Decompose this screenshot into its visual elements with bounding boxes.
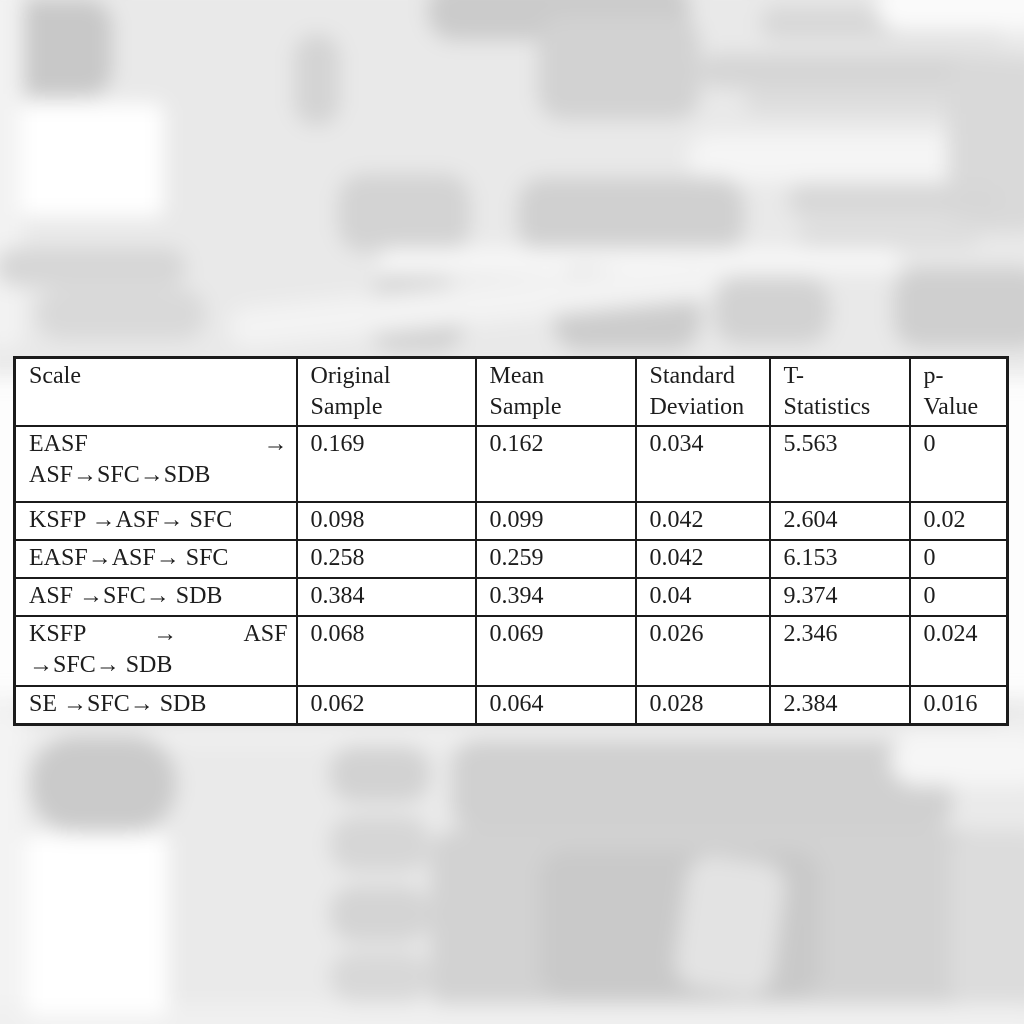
standard-deviation-cell: 0.04 (636, 578, 770, 616)
blur-blob (330, 746, 430, 802)
blur-blob (671, 852, 789, 999)
standard-deviation-cell: 0.042 (636, 540, 770, 578)
column-header-standard-deviation (636, 358, 770, 427)
blur-blob (714, 278, 830, 344)
mean-sample-cell: 0.099 (476, 502, 636, 540)
blur-blob (950, 830, 1024, 1010)
blur-blob (876, 0, 1024, 32)
table-row (15, 540, 1008, 578)
blur-blob (330, 886, 430, 942)
blur-blob (538, 16, 700, 120)
table-row (15, 578, 1008, 616)
mean-sample-cell: 0.394 (476, 578, 636, 616)
scale-line: →SFC→ SDB (29, 652, 173, 678)
table-row (15, 426, 1008, 502)
t-statistics-cell: 5.563 (770, 426, 910, 502)
scale-cell (15, 426, 297, 502)
p-value-cell: 0 (910, 540, 1008, 578)
scale-cell (15, 502, 297, 540)
original-sample-cell: 0.098 (297, 502, 476, 540)
t-statistics-cell: 9.374 (770, 578, 910, 616)
mean-sample-cell: 0.162 (476, 426, 636, 502)
scale-line: ASF→SFC→SDB (29, 462, 211, 488)
blur-blob (894, 268, 1024, 348)
standard-deviation-cell: 0.042 (636, 502, 770, 540)
header-line: Standard (649, 363, 735, 389)
scale-line: EASF → (29, 431, 288, 457)
table-row (15, 616, 1008, 686)
standard-deviation-cell: 0.028 (636, 686, 770, 725)
p-value-cell: 0.02 (910, 502, 1008, 540)
results-table-wrap (13, 356, 1006, 726)
column-header-t-statistics (770, 358, 910, 427)
header-line: Mean (489, 363, 545, 389)
standard-deviation-cell: 0.034 (636, 426, 770, 502)
scale-line: KSFP →ASF→ SFC (29, 507, 233, 533)
blur-blob (338, 174, 470, 252)
scale-line: EASF→ASF→ SFC (29, 545, 229, 571)
mean-sample-cell: 0.069 (476, 616, 636, 686)
blur-blob (518, 178, 744, 252)
column-header-original-sample (297, 358, 476, 427)
blur-blob (0, 702, 24, 1024)
blurred-text-region-bottom (0, 698, 1024, 1024)
header-line: Sample (489, 394, 562, 420)
original-sample-cell: 0.169 (297, 426, 476, 502)
header-line: p- (923, 363, 944, 389)
p-value-cell: 0.024 (910, 616, 1008, 686)
original-sample-cell: 0.384 (297, 578, 476, 616)
header-line: Sample (310, 394, 383, 420)
p-value-cell: 0 (910, 578, 1008, 616)
p-value-cell: 0 (910, 426, 1008, 502)
blur-blob (890, 734, 1024, 786)
blur-blob (330, 816, 430, 872)
scale-cell (15, 686, 297, 725)
header-line: Statistics (783, 394, 871, 420)
mean-sample-cell: 0.259 (476, 540, 636, 578)
t-statistics-cell: 2.604 (770, 502, 910, 540)
white-block (20, 103, 164, 217)
original-sample-cell: 0.062 (297, 686, 476, 725)
blur-blob (452, 740, 952, 832)
table-row (15, 686, 1008, 725)
scale-cell (15, 540, 297, 578)
blur-blob (36, 288, 206, 340)
blur-blob (294, 34, 340, 126)
column-header-p-value (910, 358, 1008, 427)
header-row (15, 358, 1008, 427)
results-table (13, 356, 1009, 726)
blur-blob (788, 184, 1000, 216)
header-line: Deviation (649, 394, 745, 420)
t-statistics-cell: 2.384 (770, 686, 910, 725)
blur-blob (798, 220, 980, 248)
t-statistics-cell: 6.153 (770, 540, 910, 578)
column-header-mean-sample (476, 358, 636, 427)
original-sample-cell: 0.068 (297, 616, 476, 686)
blur-blob (0, 248, 186, 286)
blurred-text-region-top (0, 0, 1024, 376)
blur-blob (30, 736, 176, 832)
t-statistics-cell: 2.346 (770, 616, 910, 686)
blur-blob (330, 952, 430, 1002)
mean-sample-cell: 0.064 (476, 686, 636, 725)
scale-line: SE →SFC→ SDB (29, 691, 207, 717)
scale-line: KSFP → ASF (29, 621, 288, 647)
white-block (25, 833, 168, 1016)
header-line: T- (783, 363, 804, 389)
header-line: Original (310, 363, 391, 389)
scale-cell (15, 578, 297, 616)
scale-line: ASF →SFC→ SDB (29, 583, 223, 609)
header-line: Value (923, 394, 979, 420)
original-sample-cell: 0.258 (297, 540, 476, 578)
p-value-cell: 0.016 (910, 686, 1008, 725)
standard-deviation-cell: 0.026 (636, 616, 770, 686)
header-line: Scale (29, 363, 81, 389)
column-header-scale (15, 358, 297, 427)
table-row (15, 502, 1008, 540)
scale-cell (15, 616, 297, 686)
